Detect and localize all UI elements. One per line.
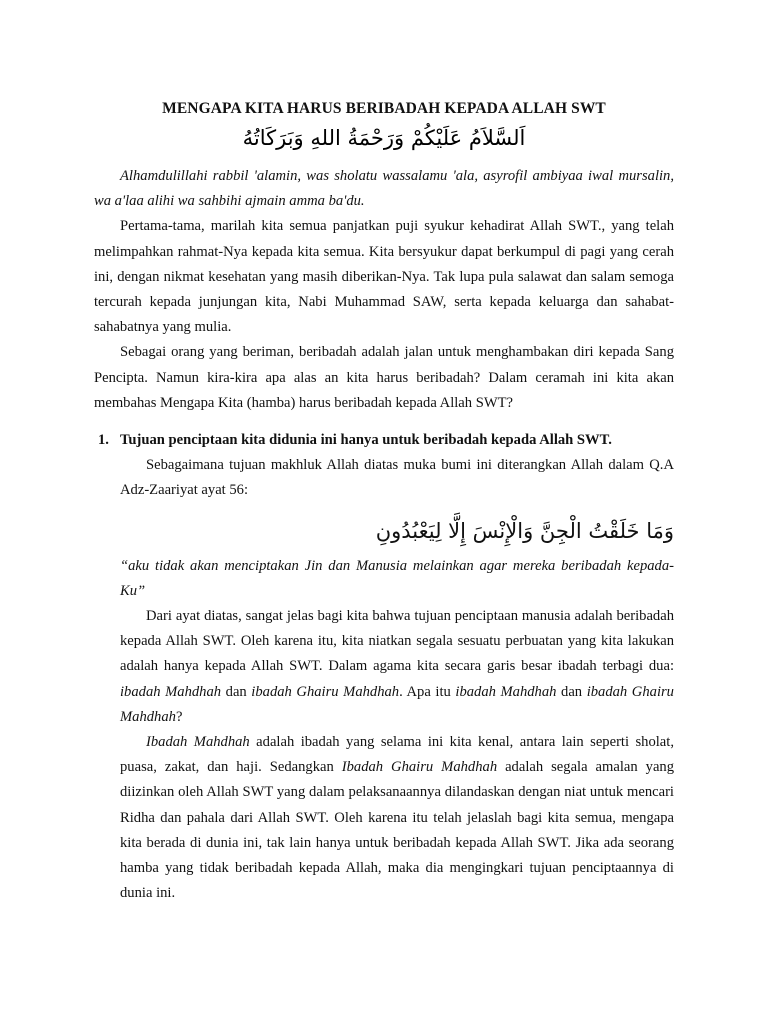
- paragraph-2: Sebagai orang yang beriman, beribadah adalah jalan untuk menghambakan diri kepada Sang Pencipta. Namun kira-kira apa alas an kita harus beribadah? Dalam ceramah ini kita akan membahas Mengapa Kita (hamba) harus beribadah kepada Allah SWT?: [94, 344, 674, 411]
- section-1-paragraph-4: [120, 730, 674, 906]
- opening-paragraph: [94, 164, 674, 214]
- p3-term-mahdhah-2: ibadah Mahdhah: [455, 683, 557, 700]
- p3-text-a: Dari ayat diatas, sangat jelas bagi kita bahwa tujuan penciptaan manusia adalah beribadah kepada Allah SWT. Oleh karena itu, kita niatkan segala sesuatu perbuatan yang kita lakukan adalah hanya kepada Allah SWT. Dalam agama kita secara garis besar ibadah terbagi dua:: [120, 608, 674, 675]
- section-1-intro: Sebagaimana tujuan makhluk Allah diatas muka bumi ini diterangkan Allah dalam Q.A Adz-Zaariyat ayat 56:: [120, 457, 674, 499]
- section-1: [94, 428, 674, 906]
- p4-term-ghairu: Ibadah Ghairu Mahdhah: [341, 759, 498, 776]
- p3-text-i: ?: [175, 708, 183, 725]
- verse-translation: [120, 554, 674, 604]
- document-page: [94, 100, 674, 906]
- section-1-number: 1.: [98, 432, 109, 449]
- p3-text-c: dan: [221, 683, 252, 700]
- p3-term-ghairu-2: ibadah Ghairu Mahdhah: [120, 683, 674, 725]
- p3-term-ghairu: ibadah Ghairu Mahdhah: [251, 683, 400, 700]
- p3-term-mahdhah: ibadah Mahdhah: [120, 683, 222, 700]
- verse-translation-text: “aku tidak akan menciptakan Jin dan Manusia melainkan agar mereka beribadah kepada-Ku”: [120, 557, 674, 599]
- opening-text: Alhamdulillahi rabbil 'alamin, was sholatu wassalamu 'ala, asyrofil ambiyaa iwal mursalin, wa a'laa alihi wa sahbihi ajmain amma ba'du.: [94, 168, 674, 210]
- p4-text-b: adalah ibadah yang selama ini kita kenal, antara lain seperti sholat, puasa, zakat, dan haji. Sedangkan: [120, 734, 674, 776]
- page-title: MENGAPA KITA HARUS BERIBADAH KEPADA ALLAH SWT: [162, 100, 606, 117]
- paragraph-1: Pertama-tama, marilah kita semua panjatkan puji syukur kehadirat Allah SWT., yang telah melimpahkan rahmat-Nya kepada kita semua. Kita bersyukur dapat berkumpul di pagi yang cerah ini, dengan nikmat kesehatan yang masih diberikan-Nya. Tak lupa pula salawat dan salam semoga tercurah kepada junjungan kita, Nabi Muhammad SAW, serta kepada keluarga dan sahabat-sahabatnya yang mulia.: [94, 218, 674, 336]
- section-1-paragraph-3: [120, 604, 674, 730]
- p4-text-d: adalah segala amalan yang diizinkan oleh Allah SWT yang dalam pelaksanaannya dilandaskan dengan niat untuk mencari Ridha dan pahala dari Allah SWT. Oleh karena itu telah jelaslah bagi kita semua, mengapa kita berada di dunia ini, tak lain hanya untuk beribadah kepada Allah SWT. Jika ada seorang hamba yang tidak beribadah kepada Allah, maka dia mengingkari tujuan penciptaannya di dunia ini.: [120, 759, 675, 902]
- section-1-heading: Tujuan penciptaan kita didunia ini hanya untuk beribadah kepada Allah SWT.: [120, 432, 612, 449]
- quran-verse-arabic: وَمَا خَلَقْتُ الْجِنَّ وَالْإِنْسَ إِلَّا لِيَعْبُدُونِ: [375, 518, 674, 543]
- p4-term-mahdhah: Ibadah Mahdhah: [146, 734, 250, 751]
- p3-text-e: . Apa itu: [399, 683, 456, 700]
- arabic-greeting: اَلسَّلاَمُ عَلَيْكُمْ وَرَحْمَةُ اللهِ وَبَرَكَاتُهُ: [242, 126, 526, 150]
- p3-text-g: dan: [556, 683, 587, 700]
